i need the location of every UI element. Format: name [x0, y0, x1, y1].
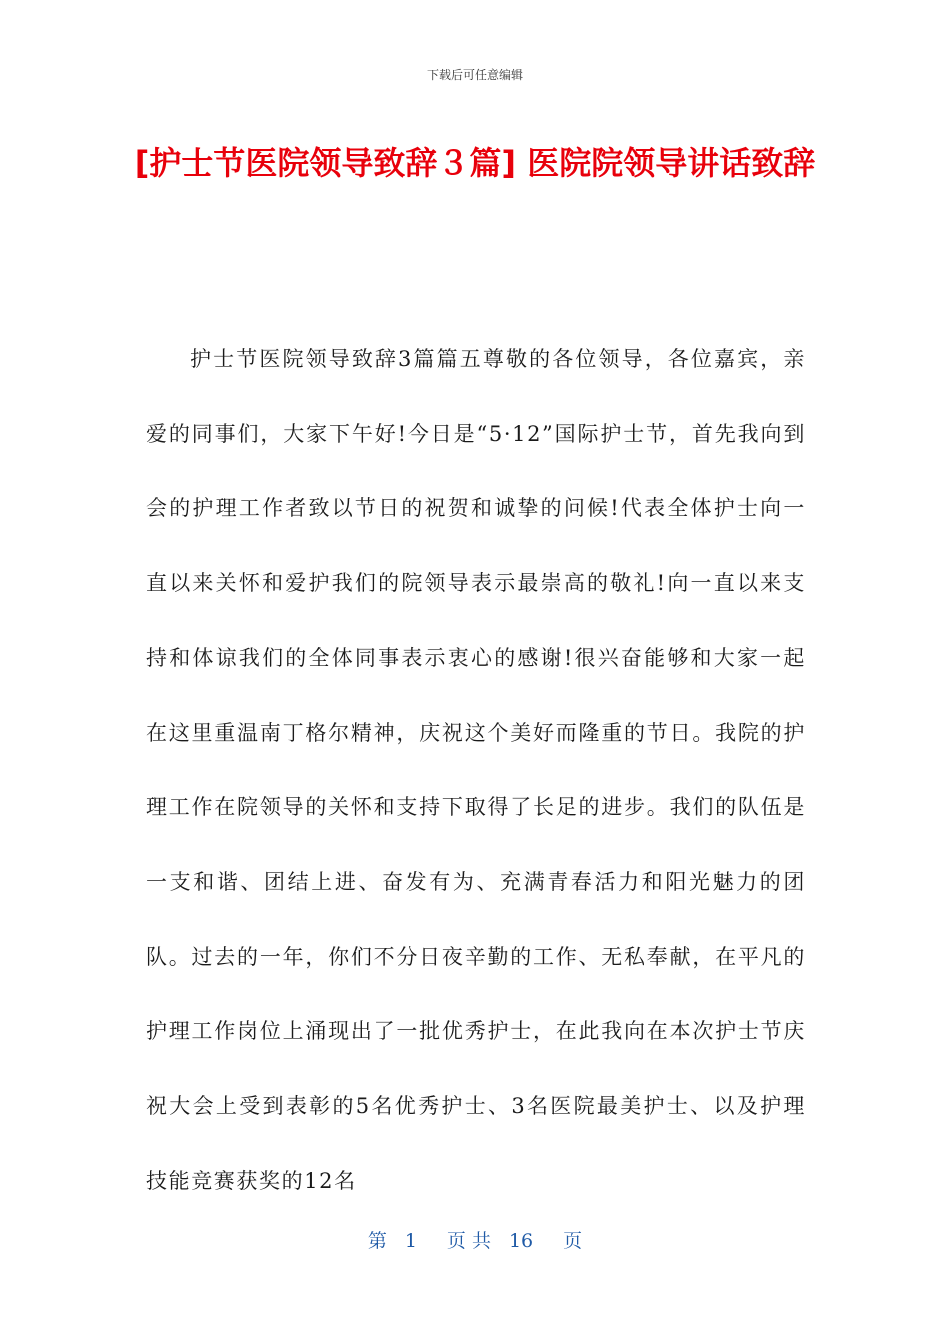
document-title: [护士节医院领导致辞３篇] 医院院领导讲话致辞 [134, 144, 816, 182]
footer-prefix: 第 [367, 1230, 387, 1252]
header-note: 下载后可任意编辑 [426, 68, 523, 82]
footer-page-number: 1 [404, 1230, 417, 1252]
footer-suffix: 页 [563, 1230, 583, 1252]
body-paragraph: 护士节医院领导致辞3篇篇五尊敬的各位领导，各位嘉宾，亲爱的同事们，大家下午好!今日是“5·12”国际护士节，首先我向到会的护理工作者致以节日的祝贺和诚挚的问候!代表全体护士向一直以来关怀和爱护我们的院领导表示最崇高的敬礼!向一直以来支持和体谅我们的全体同事表示衷心的感谢!很兴奋能够和大家一起在这里重温南丁格尔精神，庆祝这个美好而隆重的节日。我院的护理工作在院领导的关怀和支持下取得了长足的进步。我们的队伍是一支和谐、团结上进、奋发有为、充满青春活力和阳光魅力的团队。过去的一年，你们不分日夜辛勤的工作、无私奉献，在平凡的护理工作岗位上涌现出了一批优秀护士，在此我向在本次护士节庆祝大会上受到表彰的5名优秀护士、3名医院最美护士、以及护理技能竞赛获奖的12名 [146, 347, 806, 1193]
page-footer [0, 1226, 950, 1253]
footer-total-pages: 16 [508, 1230, 534, 1252]
footer-middle: 页 共 [446, 1230, 491, 1252]
